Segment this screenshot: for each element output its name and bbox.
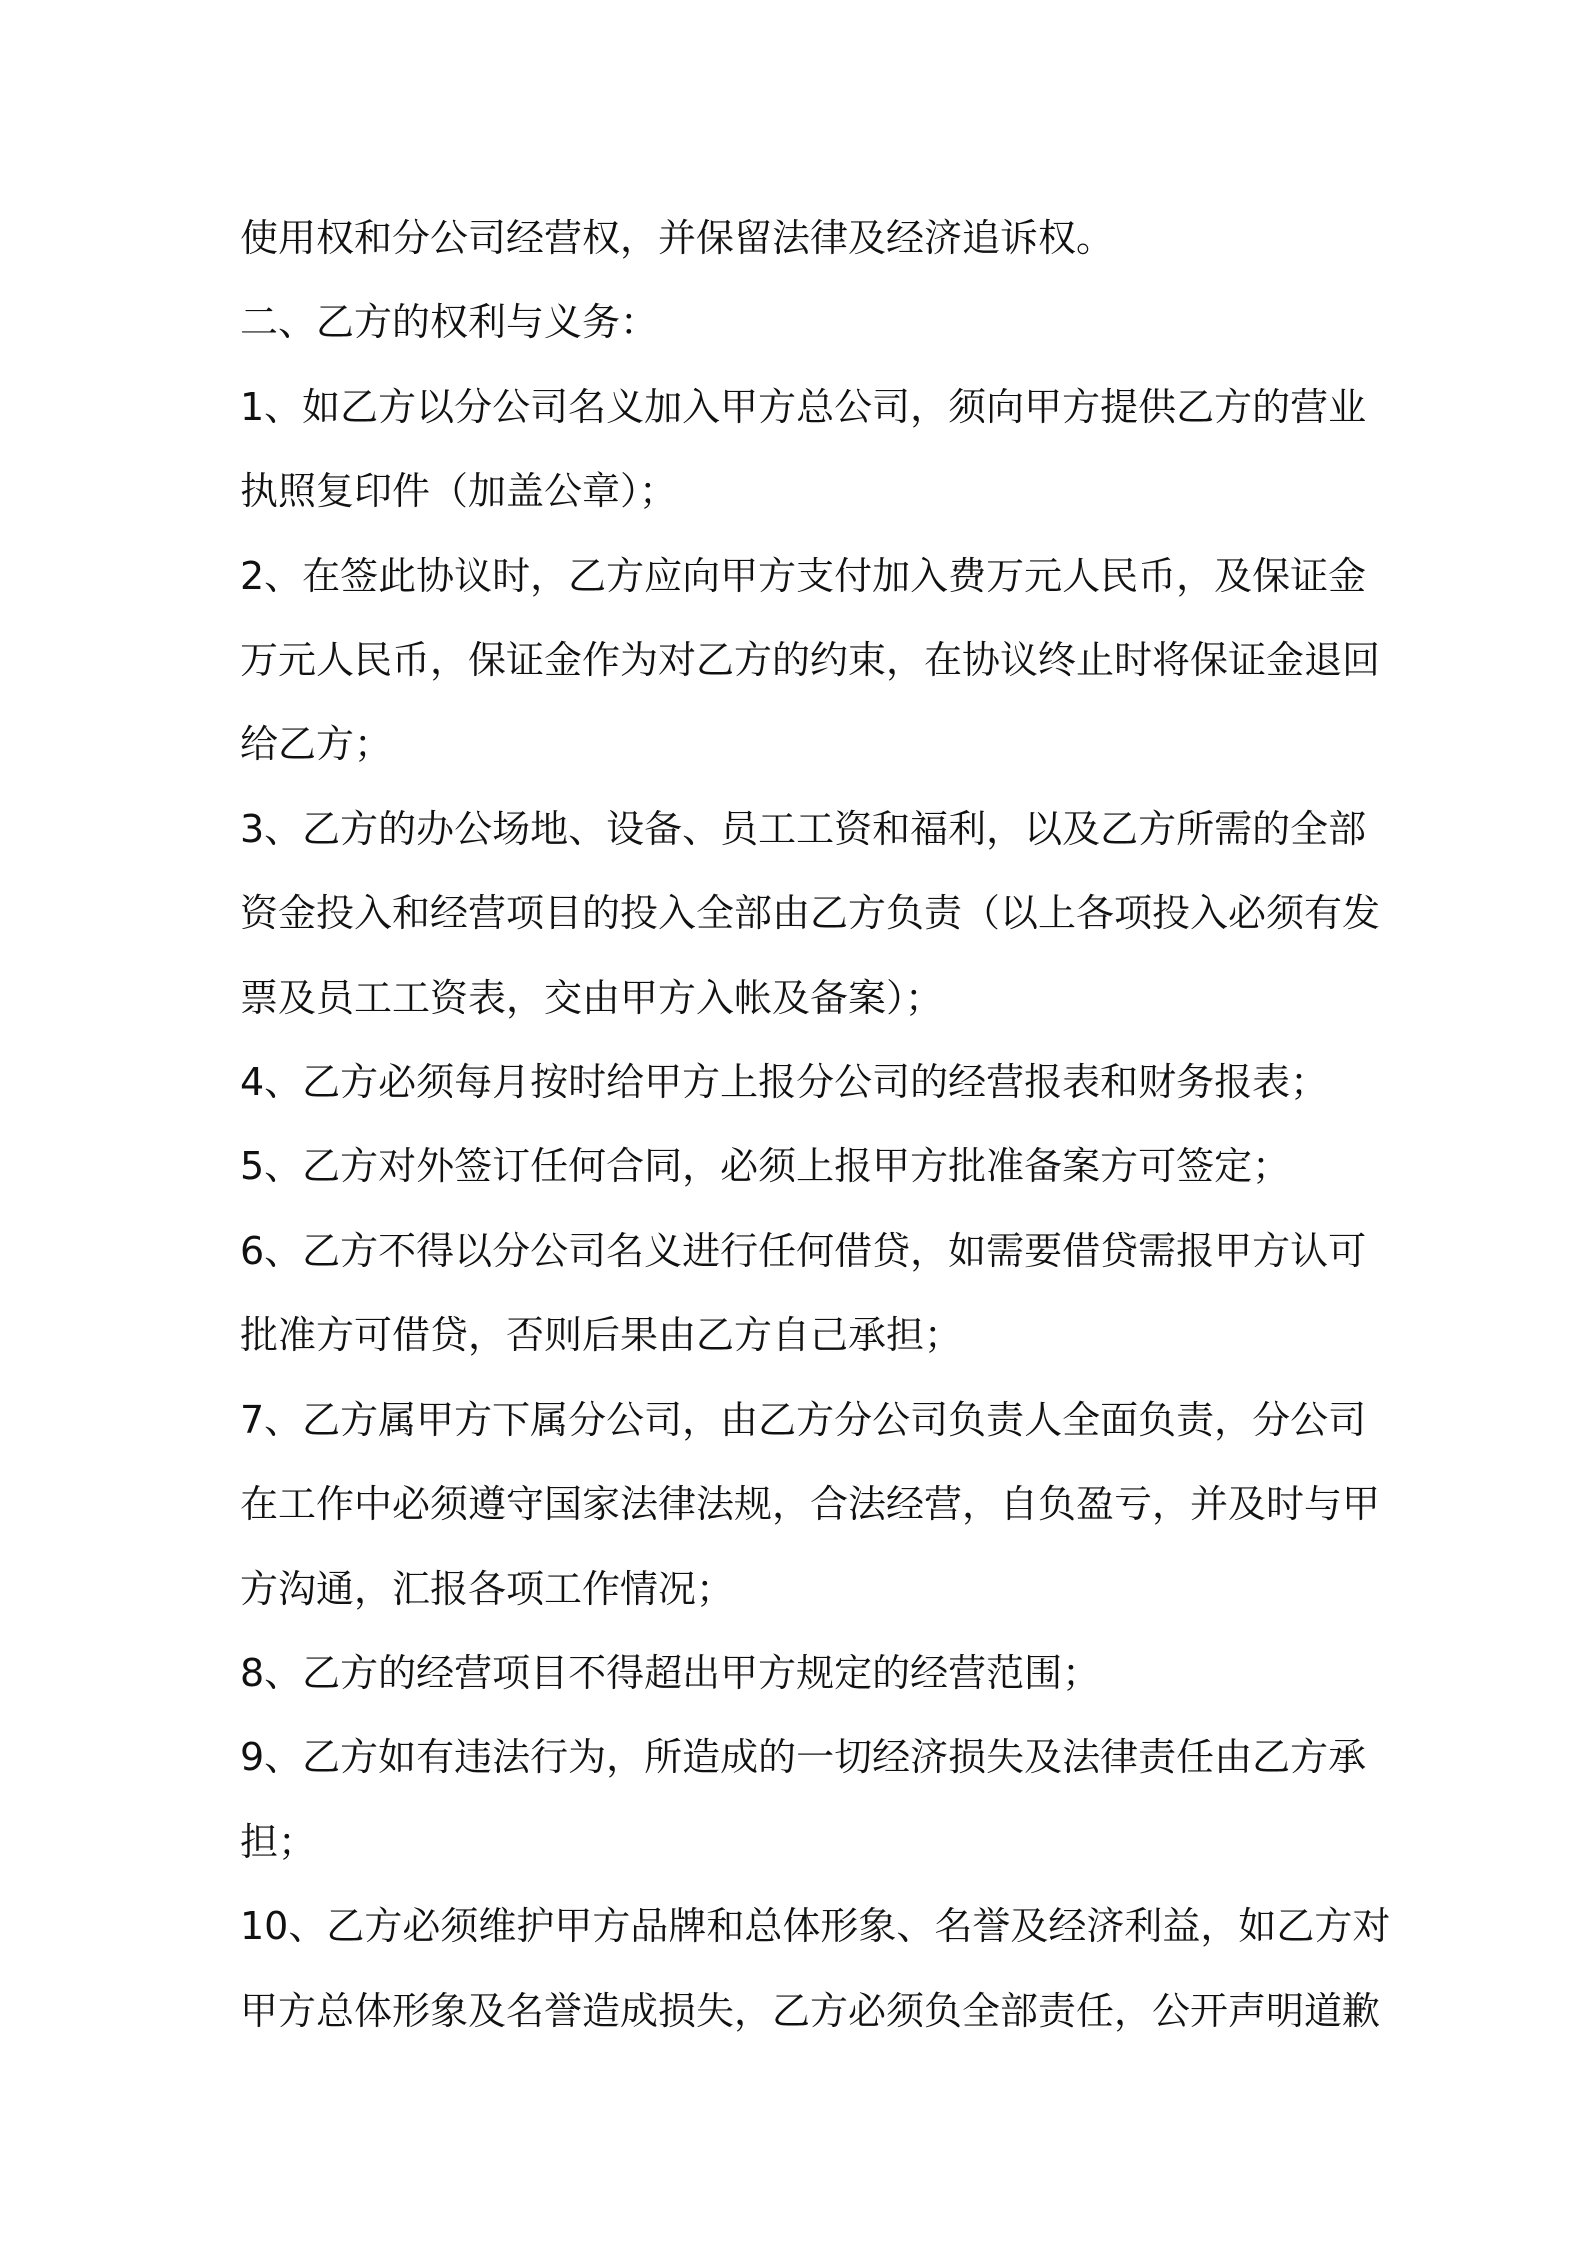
text-line: 1、如乙方以分公司名义加入甲方总公司，须向甲方提供乙方的营业 — [240, 384, 1367, 429]
text-line: 3、乙方的办公场地、设备、员工工资和福利，以及乙方所需的全部 — [240, 806, 1367, 851]
text-line: 在工作中必须遵守国家法律法规，合法经营，自负盈亏，并及时与甲 — [240, 1482, 1381, 1527]
text-line: 使用权和分公司经营权，并保留法律及经济追诉权。 — [240, 216, 1115, 260]
text-line: 批准方可借贷，否则后果由乙方自己承担； — [240, 1313, 963, 1358]
text-line: 甲方总体形象及名誉造成损失，乙方必须负全部责任，公开声明道歉 — [240, 1988, 1381, 2033]
text-line: 6、乙方不得以分公司名义进行任何借贷，如需要借贷需报甲方认可 — [240, 1228, 1367, 1273]
text-line: 5、乙方对外签订任何合同，必须上报甲方批准备案方可签定； — [240, 1144, 1291, 1189]
text-line: 票及员工工资表，交由甲方入帐及备案）； — [240, 975, 944, 1020]
text-line: 10、乙方必须维护甲方品牌和总体形象、名誉及经济利益，如乙方对 — [240, 1904, 1391, 1949]
text-line: 8、乙方的经营项目不得超出甲方规定的经营范围； — [240, 1650, 1101, 1695]
text-line: 方沟通，汇报各项工作情况； — [240, 1566, 735, 1611]
document-body — [240, 196, 1391, 2053]
text-line: 执照复印件（加盖公章）； — [240, 469, 678, 514]
text-line: 2、在签此协议时，乙方应向甲方支付加入费万元人民币，及保证金 — [240, 553, 1367, 598]
text-line: 资金投入和经营项目的投入全部由乙方负责（以上各项投入必须有发 — [240, 891, 1381, 936]
text-line: 给乙方； — [240, 722, 393, 767]
text-line: 担； — [240, 1819, 317, 1864]
text-line: 二、乙方的权利与义务： — [240, 300, 659, 345]
text-line: 7、乙方属甲方下属分公司，由乙方分公司负责人全面负责，分公司 — [240, 1397, 1367, 1442]
text-line: 9、乙方如有违法行为，所造成的一切经济损失及法律责任由乙方承 — [240, 1735, 1367, 1780]
text-line: 万元人民币，保证金作为对乙方的约束，在协议终止时将保证金退回 — [240, 638, 1381, 683]
text-line: 4、乙方必须每月按时给甲方上报分公司的经营报表和财务报表； — [240, 1060, 1329, 1105]
